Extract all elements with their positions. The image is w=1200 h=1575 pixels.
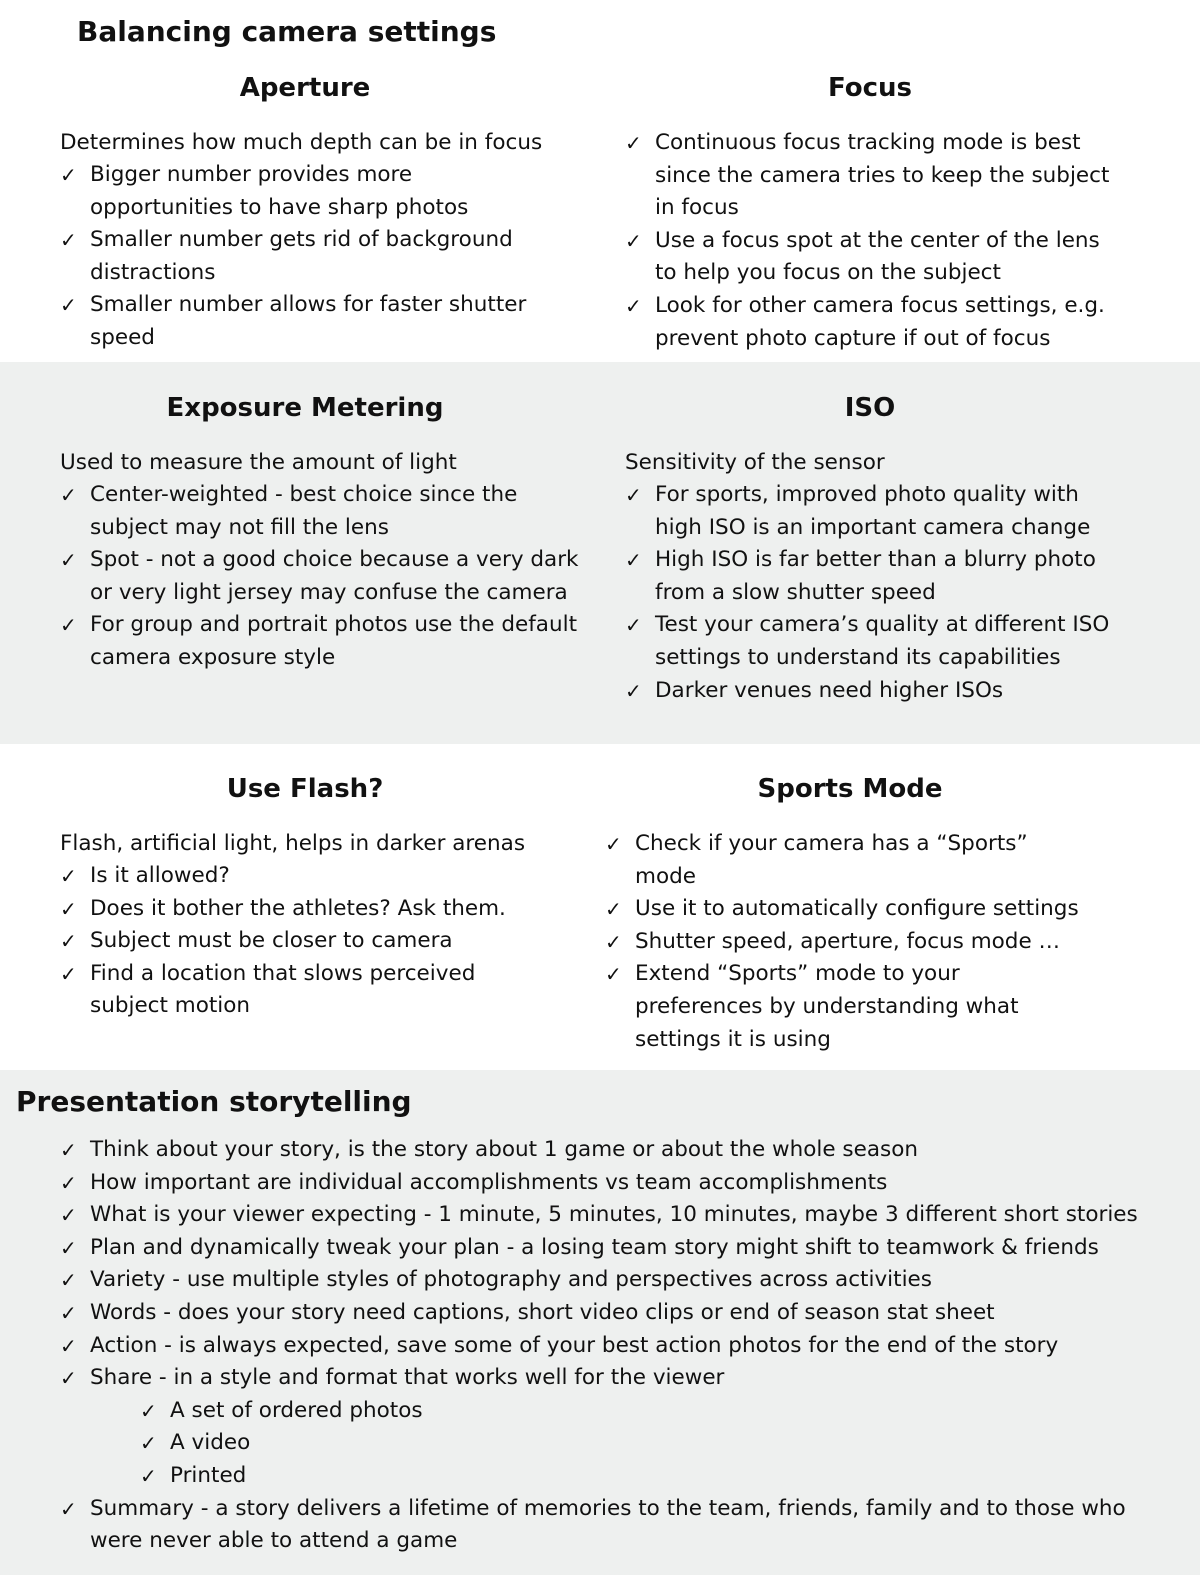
check-icon: ✓ — [60, 483, 77, 507]
checklist-item — [60, 893, 530, 926]
section-heading: ISO — [844, 393, 896, 423]
share-option-item — [140, 1460, 1170, 1493]
check-icon: ✓ — [60, 548, 77, 573]
checklist-item — [60, 1297, 1170, 1330]
checklist-item-text: Does it bother the athletes? Ask them. — [90, 895, 506, 921]
checklist — [60, 860, 530, 1023]
check-icon: ✓ — [605, 929, 622, 954]
checklist — [625, 479, 1125, 707]
checklist-item-text: Printed — [170, 1462, 247, 1488]
check-icon: ✓ — [60, 1235, 77, 1260]
checklist-item-text: For sports, improved photo quality with high ISO is an important camera change — [655, 482, 1091, 540]
checklist-item-text: What is your viewer expecting - 1 minute, 5 minutes, 10 minutes, maybe 3 different short stories — [90, 1202, 1138, 1228]
section-heading: Use Flash? — [226, 774, 384, 804]
check-icon: ✓ — [140, 1398, 157, 1423]
checklist-item — [625, 544, 1125, 609]
check-icon: ✓ — [60, 961, 77, 986]
checklist-item-text: Continuous focus tracking mode is best since the camera tries to keep the subject in focus — [655, 130, 1110, 221]
checklist-item-text: Look for other camera focus settings, e.g. prevent photo capture if out of focus — [655, 292, 1105, 351]
page-title: Balancing camera settings — [77, 15, 497, 48]
check-icon: ✓ — [625, 131, 642, 155]
checklist-item — [60, 1362, 1170, 1395]
checklist-item-text: Use it to automatically configure settings — [635, 896, 1079, 922]
storytelling-checklist — [60, 1134, 1170, 1558]
checklist-item — [605, 958, 1085, 1056]
checklist-item — [60, 609, 580, 674]
share-option-item — [140, 1427, 1170, 1460]
check-icon: ✓ — [60, 1138, 77, 1162]
checklist-item — [605, 893, 1085, 926]
checklist-item — [625, 479, 1125, 544]
section-heading: Focus — [828, 73, 912, 103]
checklist-item-text: Spot - not a good choice because a very dark or very light jersey may confuse the camera — [90, 547, 579, 605]
checklist-item — [60, 1264, 1170, 1297]
checklist-item — [625, 225, 1125, 290]
checklist-item — [625, 290, 1125, 355]
check-icon: ✓ — [60, 929, 77, 954]
checklist — [605, 828, 1085, 1056]
checklist-item-text: Extend “Sports” mode to your preferences by understanding what settings it is using — [635, 961, 1019, 1052]
check-icon: ✓ — [625, 613, 642, 638]
checklist-item — [60, 1167, 1170, 1200]
check-icon: ✓ — [140, 1463, 157, 1488]
checklist — [60, 159, 560, 355]
checklist-item-text: A set of ordered photos — [170, 1397, 423, 1423]
checklist-item-text: High ISO is far better than a blurry photo from a slow shutter speed — [655, 547, 1096, 605]
check-icon: ✓ — [60, 864, 77, 888]
section-intro: Determines how much depth can be in focus — [60, 130, 543, 155]
check-icon: ✓ — [60, 896, 77, 921]
check-icon: ✓ — [60, 293, 77, 318]
checklist-item-text: Summary - a story delivers a lifetime of memories to the team, friends, family and to those who were never able to attend a game — [90, 1495, 1126, 1554]
checklist-item — [605, 926, 1085, 959]
checklist-item-text: Check if your camera has a “Sports” mode — [635, 831, 1028, 889]
checklist-item-text: Bigger number provides more opportunities to have sharp photos — [90, 162, 469, 220]
checklist-item — [60, 958, 530, 1023]
checklist-item-text: Smaller number allows for faster shutter speed — [90, 292, 527, 350]
checklist-item-text: Darker venues need higher ISOs — [655, 677, 1004, 703]
checklist — [60, 479, 580, 675]
share-option-item — [140, 1395, 1170, 1428]
check-icon: ✓ — [60, 163, 77, 187]
summary-item — [60, 1493, 1170, 1558]
checklist-item-text: Use a focus spot at the center of the lens to help you focus on the subject — [655, 227, 1100, 286]
check-icon: ✓ — [625, 228, 642, 253]
section-heading: Exposure Metering — [166, 393, 444, 423]
check-icon: ✓ — [605, 897, 622, 922]
check-icon: ✓ — [605, 962, 622, 987]
checklist-item-text: Words - does your story need captions, short video clips or end of season stat sheet — [90, 1299, 995, 1325]
checklist-item-text: Is it allowed? — [90, 863, 230, 888]
check-icon: ✓ — [60, 228, 77, 253]
checklist-item-text: Center-weighted - best choice since the subject may not fill the lens — [90, 482, 518, 540]
check-icon: ✓ — [60, 1300, 77, 1325]
checklist-item-text: How important are individual accomplishments vs team accomplishments — [90, 1169, 888, 1195]
checklist-item — [60, 224, 560, 289]
check-icon: ✓ — [60, 1496, 77, 1521]
check-icon: ✓ — [605, 832, 622, 856]
checklist-item-text: Think about your story, is the story about 1 game or about the whole season — [90, 1137, 919, 1162]
checklist-item — [625, 127, 1125, 225]
checklist-item-text: Find a location that slows perceived subject motion — [90, 960, 476, 1019]
checklist-item — [625, 675, 1125, 708]
check-icon: ✓ — [625, 548, 642, 573]
check-icon: ✓ — [60, 1366, 77, 1391]
checklist-item-text: Variety - use multiple styles of photography and perspectives across activities — [90, 1267, 932, 1293]
checklist-item — [60, 1199, 1170, 1232]
check-icon: ✓ — [625, 483, 642, 507]
section-intro: Flash, artificial light, helps in darker arenas — [60, 831, 526, 856]
checklist-item-text: A video — [170, 1430, 251, 1456]
checklist-item-text: Shutter speed, aperture, focus mode … — [635, 928, 1061, 954]
check-icon: ✓ — [60, 1333, 77, 1358]
checklist-item — [60, 289, 560, 354]
check-icon: ✓ — [625, 293, 642, 318]
checklist — [625, 127, 1125, 355]
checklist-item — [60, 159, 560, 224]
checklist-item-text: Plan and dynamically tweak your plan - a losing team story might shift to teamwork & friends — [90, 1234, 1099, 1260]
checklist-item — [605, 828, 1085, 893]
checklist-item — [60, 544, 580, 609]
checklist-item-text: Subject must be closer to camera — [90, 928, 453, 954]
section-heading: Aperture — [239, 73, 371, 103]
check-icon: ✓ — [60, 1268, 77, 1293]
checklist-item — [60, 1232, 1170, 1265]
checklist-item — [625, 609, 1125, 674]
checklist-item — [60, 1134, 1170, 1167]
checklist-item-text: Test your camera’s quality at different ISO settings to understand its capabilities — [655, 612, 1110, 670]
check-icon: ✓ — [60, 613, 77, 638]
checklist-item — [60, 479, 580, 544]
check-icon: ✓ — [60, 1203, 77, 1228]
checklist-item — [60, 860, 530, 893]
section-heading: Sports Mode — [757, 774, 943, 804]
section-intro: Used to measure the amount of light — [60, 450, 457, 475]
storytelling-title: Presentation storytelling — [16, 1085, 412, 1118]
checklist-item — [60, 925, 530, 958]
checklist-item — [60, 1330, 1170, 1363]
checklist-item-text: For group and portrait photos use the default camera exposure style — [90, 612, 578, 670]
check-icon: ✓ — [625, 678, 642, 703]
checklist-item-text: Action - is always expected, save some of your best action photos for the end of the story — [90, 1332, 1059, 1358]
check-icon: ✓ — [140, 1431, 157, 1456]
check-icon: ✓ — [60, 1170, 77, 1195]
checklist-item-text: Share - in a style and format that works well for the viewer — [90, 1365, 725, 1391]
checklist-item-text: Smaller number gets rid of background distractions — [90, 227, 513, 285]
section-intro: Sensitivity of the sensor — [625, 450, 885, 475]
